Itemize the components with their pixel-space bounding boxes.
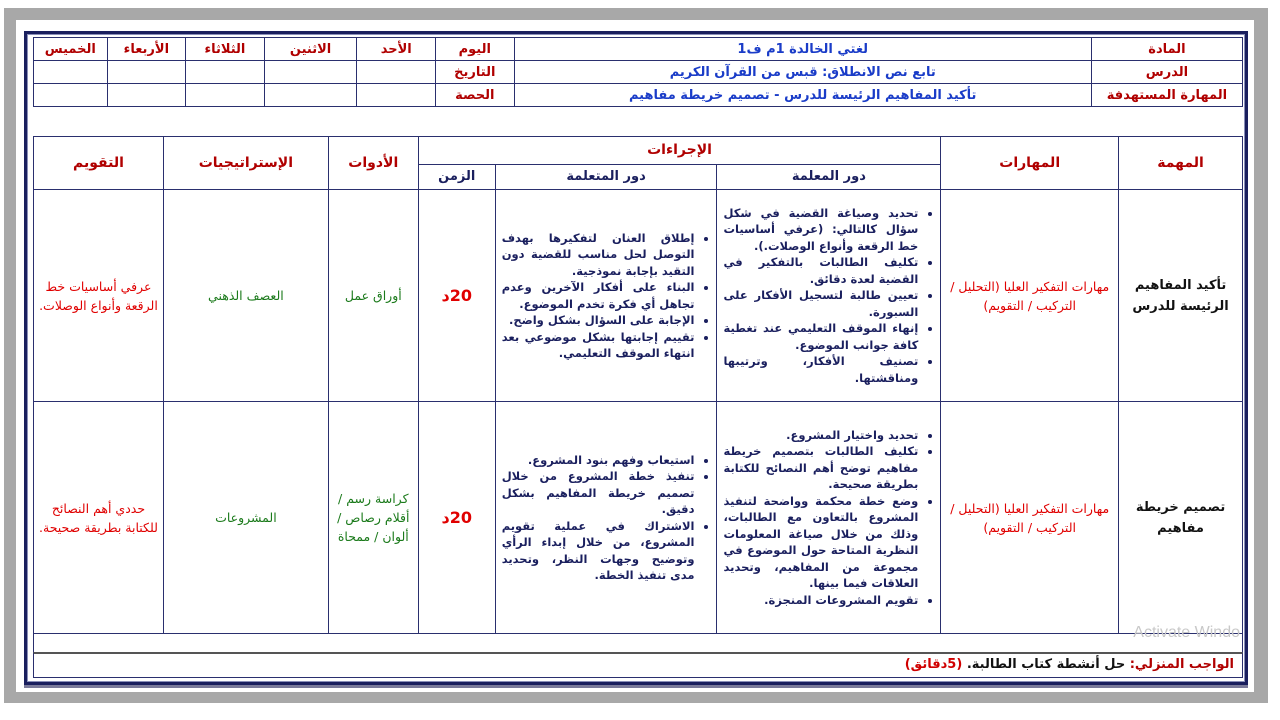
period-cell-monday: [264, 84, 357, 107]
lesson-value: تابع نص الانطلاق: قبس من القرآن الكريم: [514, 61, 1091, 84]
date-cell-wednesday: [107, 61, 186, 84]
date-label: التاريخ: [436, 61, 515, 84]
task-cell: تصميم خريطة مفاهيم: [1119, 402, 1243, 634]
col-evaluation: التقويم: [34, 137, 164, 190]
list-item: • وضع خطة محكمة وواضحة لتنفيذ المشروع بالتعاون مع الطالبات، وذلك من خلال صياغة المعلومات النظرية المتاحة حول الموضوع في مجموعة من المفاهيم، وتحديد العلاقات فيما بينها.: [723, 493, 918, 592]
list-item: • إنهاء الموقف التعليمي عند تغطية كافة جوانب الموضوع.: [723, 320, 918, 353]
skills-cell: مهارات التفكير العليا (التحليل / التركيب / التقويم): [941, 402, 1119, 634]
list-item: • تحديد وصياغة القضية في شكل سؤال كالتالي: (عرفي أساسيات خط الرقعة وأنواع الوصلات.).: [723, 205, 918, 255]
student-role-list: [496, 230, 717, 362]
period-cell-thursday: [34, 84, 108, 107]
homework-label: الواجب المنزلي:: [1129, 657, 1234, 672]
list-item: • تقييم إجابتها بشكل موضوعي بعد انتهاء الموقف التعليمي.: [502, 329, 695, 362]
list-item: • تقويم المشروعات المنجزة.: [723, 592, 918, 609]
list-item: • الاشتراك في عملية تقويم المشروع، من خلال إبداء الرأي وتوضيح وجهات النظر، وتحديد مدى تنفيذ الخطة.: [502, 518, 695, 584]
day-sunday: الأحد: [357, 38, 436, 61]
spacer-row: [34, 634, 1243, 653]
day-tuesday: الثلاثاء: [186, 38, 265, 61]
col-tools: الأدوات: [328, 137, 418, 190]
table-row: [34, 190, 1243, 402]
teacher-role-list: [717, 427, 940, 609]
list-item: • تكليف الطالبات بتصميم خريطة مفاهيم توضح أهم النصائح للكتابة بطريقة صحيحة.: [723, 443, 918, 493]
col-procedures: الإجراءات: [418, 137, 941, 165]
col-teacher-role: دور المعلمة: [717, 164, 941, 189]
tools-cell: كراسة رسم / أقلام رصاص / ألوان / ممحاة: [328, 402, 418, 634]
activation-watermark: Activate Windo: [1133, 624, 1240, 641]
teacher-role-cell: [717, 402, 941, 634]
table-row: [34, 402, 1243, 634]
col-task: المهمة: [1119, 137, 1243, 190]
period-cell-tuesday: [186, 84, 265, 107]
date-cell-sunday: [357, 61, 436, 84]
date-cell-monday: [264, 61, 357, 84]
list-item: • تصنيف الأفكار، وترتيبها ومناقشتها.: [723, 353, 918, 386]
col-strategies: الإستراتيجيات: [163, 137, 328, 190]
student-role-cell: [495, 190, 717, 402]
homework-bar: [33, 652, 1243, 678]
task-cell: تأكيد المفاهيم الرئيسة للدرس: [1119, 190, 1243, 402]
procedures-table: [33, 136, 1243, 653]
list-item: • تحديد واختيار المشروع.: [723, 427, 918, 444]
skills-cell: مهارات التفكير العليا (التحليل / التركيب / التقويم): [941, 190, 1119, 402]
time-cell: 20د: [418, 402, 495, 634]
subject-value: لغتي الخالدة 1م ف1: [514, 38, 1091, 61]
teacher-role-list: [717, 205, 940, 387]
list-item: • البناء على أفكار الآخرين وعدم تجاهل أي فكرة تخدم الموضوع.: [502, 279, 695, 312]
list-item: • تنفيذ خطة المشروع من خلال تصميم خريطة المفاهيم بشكل دقيق.: [502, 468, 695, 518]
homework-time: (5دقائق): [904, 657, 963, 672]
skill-label: المهارة المستهدفة: [1091, 84, 1242, 107]
col-student-role: دور المتعلمة: [495, 164, 717, 189]
student-role-list: [496, 452, 717, 584]
period-label: الحصة: [436, 84, 515, 107]
tools-cell: أوراق عمل: [328, 190, 418, 402]
subject-label: المادة: [1091, 38, 1242, 61]
time-cell: 20د: [418, 190, 495, 402]
date-cell-tuesday: [186, 61, 265, 84]
teacher-role-cell: [717, 190, 941, 402]
period-cell-sunday: [357, 84, 436, 107]
header-table: [33, 37, 1243, 107]
strategies-cell: العصف الذهني: [163, 190, 328, 402]
list-item: • تكليف الطالبات بالتفكير في القضية لعدة دقائق.: [723, 254, 918, 287]
strategies-cell: المشروعات: [163, 402, 328, 634]
day-thursday: الخميس: [34, 38, 108, 61]
evaluation-cell: حددي أهم النصائح للكتابة بطريقة صحيحة.: [34, 402, 164, 634]
day-wednesday: الأربعاء: [107, 38, 186, 61]
col-skills: المهارات: [941, 137, 1119, 190]
student-role-cell: [495, 402, 717, 634]
day-label: اليوم: [436, 38, 515, 61]
list-item: • إطلاق العنان لتفكيرها بهدف التوصل لحل مناسب للقضية دون التقيد بإجابة نموذجية.: [502, 230, 695, 280]
list-item: • تعيين طالبة لتسجيل الأفكار على السبورة.: [723, 287, 918, 320]
homework-text: حل أنشطة كتاب الطالبة.: [962, 657, 1130, 672]
lesson-label: الدرس: [1091, 61, 1242, 84]
period-cell-wednesday: [107, 84, 186, 107]
col-time: الزمن: [418, 164, 495, 189]
skill-value: تأكيد المفاهيم الرئيسة للدرس - تصميم خريطة مفاهيم: [514, 84, 1091, 107]
list-item: • الإجابة على السؤال بشكل واضح.: [502, 312, 695, 329]
day-monday: الاثنين: [264, 38, 357, 61]
evaluation-cell: عرفي أساسيات خط الرقعة وأنواع الوصلات.: [34, 190, 164, 402]
date-cell-thursday: [34, 61, 108, 84]
list-item: • استيعاب وفهم بنود المشروع.: [502, 452, 695, 469]
lesson-plan-document: [24, 31, 1248, 685]
